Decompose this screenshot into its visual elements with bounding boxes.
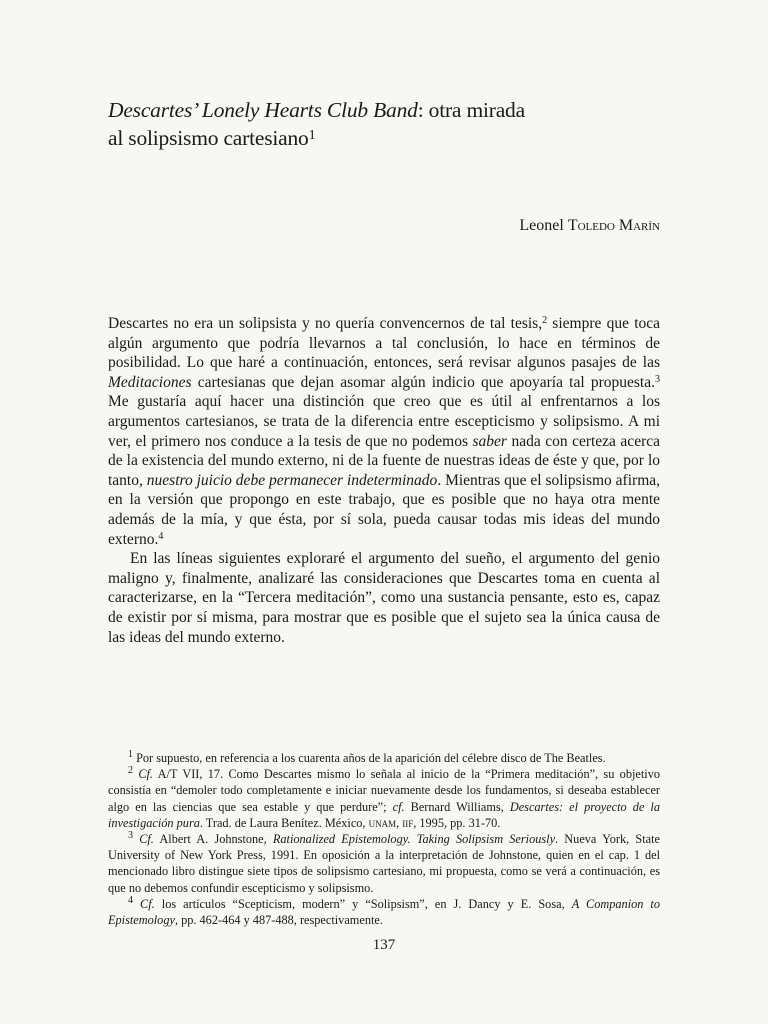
footnote-1 [108,750,660,766]
body-paragraph-2: En las líneas siguientes exploraré el argumento del sueño, el argumento del genio maligno y, finalmente, analizaré las consideraciones que Descartes toma en cuenta al caracterizarse, en la “Tercera meditación”, como una sustancia pensante, esto es, capaz de existir por sí misma, para mostrar que es posible que el sujeto sea la única causa de las ideas del mundo externo. [108,550,660,646]
italic-run: cf. [392,799,405,814]
text-run: . Trad. de Laura Benítez. México, [199,815,369,830]
text-run: Bernard Williams, [404,799,510,814]
footnote-number: 1 [128,749,133,760]
book-title: Descartes: el proyecto de la investigación pura [108,799,660,830]
footnote-2 [108,766,660,831]
text-run: . Mientras que el solipsismo afirma, en la versión que propongo en este trabajo, que es posible que no haya otra mente además de la mía, y que ésta, por sí sola, pueda causar todas mis ideas del mundo externo. [108,471,661,548]
small-caps-run: unam, iif [368,815,414,830]
text-run: . Nueva York, State University of New York Press, 1991. En oposición a la interpretación de Johnstone, quien en el cap. 1 del mencionado libro distingue siete tipos de solipsismo cartesiano, mi propuesta, como se verá a continuación, es que no debemos confundir escepticismo y solipsismo. [108,832,660,895]
footnote-number: 4 [128,894,133,906]
title-rest-line2: al solipsismo cartesiano [108,126,309,150]
italic-run: Cf. [140,896,155,911]
italic-run: Cf. [138,767,154,782]
text-run: Por supuesto, en referencia a los cuarenta años de la aparición del célebre disco de The Beatles. [133,751,606,765]
italic-run: Meditaciones [108,373,192,391]
text-run: Albert A. Johnstone, [153,832,273,847]
title-footnote-ref[interactable]: 1 [308,128,316,143]
footnote-3 [108,831,660,896]
title-italic: Descartes’ Lonely Hearts Club Band [108,98,418,122]
italic-run: Cf. [139,832,154,847]
text-run: A/T VII, 17. Como Descartes mismo lo señala al inicio de la “Primera meditación”, su objetivo consistía en “demoler todo completamente e iniciar nuevamente desde los fundamentos, si deseaba establecer algo en las ciencias que sea estable y que perdure”; [108,767,660,814]
text-run: siempre que toca algún argumento que podría llevarnos a tal conclusión, lo hace en términos de posibilidad. Lo que haré a continuación, entonces, será revisar algunos pasajes de las [108,315,661,372]
author-surname: Toledo Marín [567,217,660,234]
title-rest-line1: : otra mirada [417,98,525,122]
text-run: , 1995, pp. 31-70. [413,815,501,830]
text-run: Descartes no era un solipsista y no quería convencernos de tal tesis, [108,315,543,332]
footnote-ref-3[interactable]: 3 [655,373,660,385]
body-paragraph-1 [108,314,660,549]
text-run: , pp. 462-464 y 487-488, respectivamente. [174,913,383,928]
footnotes [108,750,660,928]
italic-run: nuestro juicio debe permanecer indeterminado [146,471,438,489]
italic-run: saber [472,432,507,450]
article-title [108,96,578,152]
footnote-ref-4[interactable]: 4 [158,530,164,542]
author-given-name: Leonel [519,217,564,234]
text-run: cartesianas que dejan asomar algún indicio que apoyaría tal propuesta. [191,373,655,391]
body-text [108,314,660,647]
text-run: los artículos “Scepticism, modern” y “Solipsism”, en J. Dancy y E. Sosa, [154,896,572,911]
author-name [519,216,660,236]
page-number: 137 [372,937,396,953]
text-run: nada con certeza acerca de la existencia del mundo externo, ni de la fuente de nuestras ideas de éste y que, por lo tanto, [108,432,660,489]
book-title: Rationalized Epistemology. Taking Solipsism Seriously [272,832,556,847]
footnote-4 [108,896,660,928]
footnote-number: 2 [128,765,133,777]
book-title: A Companion to Epistemology [108,896,661,928]
footnote-ref-2[interactable]: 2 [542,315,548,326]
text-run: Me gustaría aquí hacer una distinción que creo que es útil al enfrentarnos a los argumentos cartesianos, se trata de la diferencia entre escepticismo y solipsismo. A mi ver, el primero nos conduce a la tesis de que no podemos [108,393,660,450]
footnote-number: 3 [128,830,133,842]
